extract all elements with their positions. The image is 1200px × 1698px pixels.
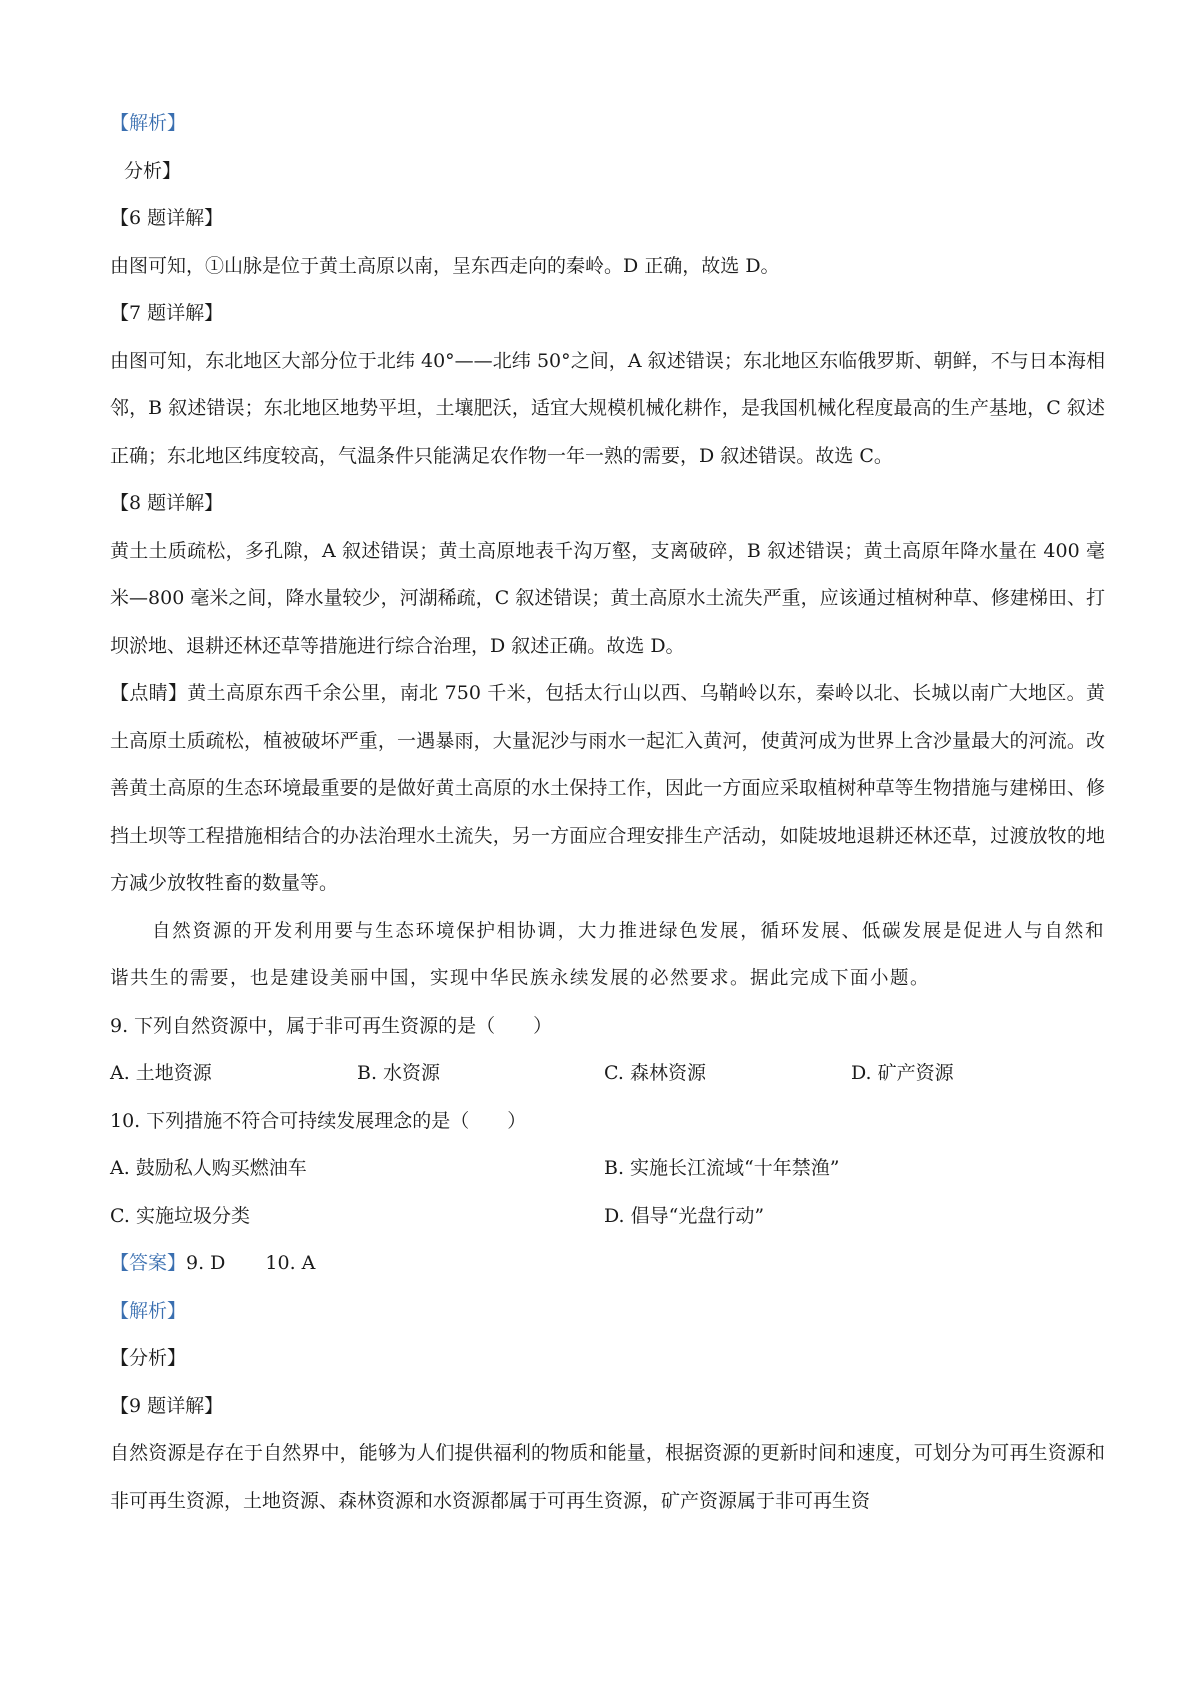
answer-line	[110, 1240, 1105, 1288]
question-10-options-row-2	[110, 1193, 1105, 1241]
q6-detail-text: 由图可知，①山脉是位于黄土高原以南，呈东西走向的秦岭。D 正确，故选 D。	[110, 254, 780, 277]
option-c: C. 实施垃圾分类	[110, 1204, 250, 1227]
option-b: B. 实施长江流域“十年禁渔”	[604, 1157, 840, 1179]
answer-label: 【答案】	[110, 1252, 187, 1274]
question-10-options-row-1	[110, 1145, 1105, 1193]
option-a: A. 土地资源	[110, 1062, 212, 1084]
option-c: C. 森林资源	[604, 1062, 706, 1084]
q8-detail-text: 黄土土质疏松，多孔隙，A 叙述错误；黄土高原地表千沟万壑，支离破碎，B 叙述错误；黄土高原年降水量在 400 毫米—800 毫米之间，降水量较少，河湖稀疏，C 叙述错误；黄土高原水土流失严重，应该通过植树种草、修建梯田、打坝淤地、退耕还林还草等措施进行综合治理，D 叙述正确。故选 D。	[110, 539, 1105, 657]
analysis-subheading-2: 【分析】	[110, 1347, 187, 1369]
question-stem-intro: 自然资源的开发利用要与生态环境保护相协调，大力推进绿色发展，循环发展、低碳发展是促进人与自然和谐共生的需要，也是建设美丽中国，实现中华民族永续发展的必然要求。据此完成下面小题。	[110, 920, 1105, 989]
q7-detail-text: 由图可知，东北地区大部分位于北纬 40°——北纬 50°之间，A 叙述错误；东北地区东临俄罗斯、朝鲜，不与日本海相邻，B 叙述错误；东北地区地势平坦，土壤肥沃，适宜大规模机械化耕作，是我国机械化程度最高的生产基地，C 叙述正确；东北地区纬度较高，气温条件只能满足农作物一年一熟的需要，D 叙述错误。故选 C。	[110, 349, 1105, 467]
option-a: A. 鼓励私人购买燃油车	[110, 1157, 307, 1179]
analysis-heading: 【解析】	[110, 112, 187, 134]
question-9-options	[110, 1050, 1105, 1098]
question-9: 9. 下列自然资源中，属于非可再生资源的是（ ）	[110, 1014, 553, 1037]
option-d: D. 倡导“光盘行动”	[604, 1204, 765, 1227]
q6-detail-heading: 【6 题详解】	[110, 207, 224, 229]
q8-detail-heading: 【8 题详解】	[110, 492, 224, 514]
q9-detail-heading: 【9 题详解】	[110, 1394, 224, 1417]
key-point-text: 【点睛】黄土高原东西千余公里，南北 750 千米，包括太行山以西、乌鞘岭以东，秦岭以北、长城以南广大地区。黄土高原土质疏松，植被破坏严重，一遇暴雨，大量泥沙与雨水一起汇入黄河，使黄河成为世界上含沙量最大的河流。改善黄土高原的生态环境最重要的是做好黄土高原的水土保持工作，因此一方面应采取植树种草等生物措施与建梯田、修挡土坝等工程措施相结合的办法治理水土流失，另一方面应合理安排生产活动，如陡坡地退耕还林还草，过渡放牧的地方减少放牧牲畜的数量等。	[110, 682, 1105, 894]
analysis-subheading: 分析】	[124, 159, 182, 182]
q9-detail-text: 自然资源是存在于自然界中，能够为人们提供福利的物质和能量，根据资源的更新时间和速度，可划分为可再生资源和非可再生资源，土地资源、森林资源和水资源都属于可再生资源，矿产资源属于非可再生资	[110, 1442, 1105, 1512]
answer-9: 9. D	[186, 1252, 226, 1274]
analysis-heading-2: 【解析】	[110, 1299, 187, 1322]
answer-10: 10. A	[265, 1252, 316, 1274]
question-10: 10. 下列措施不符合可持续发展理念的是（ ）	[110, 1109, 527, 1132]
option-d: D. 矿产资源	[851, 1062, 954, 1084]
option-b: B. 水资源	[357, 1062, 441, 1084]
q7-detail-heading: 【7 题详解】	[110, 302, 224, 324]
